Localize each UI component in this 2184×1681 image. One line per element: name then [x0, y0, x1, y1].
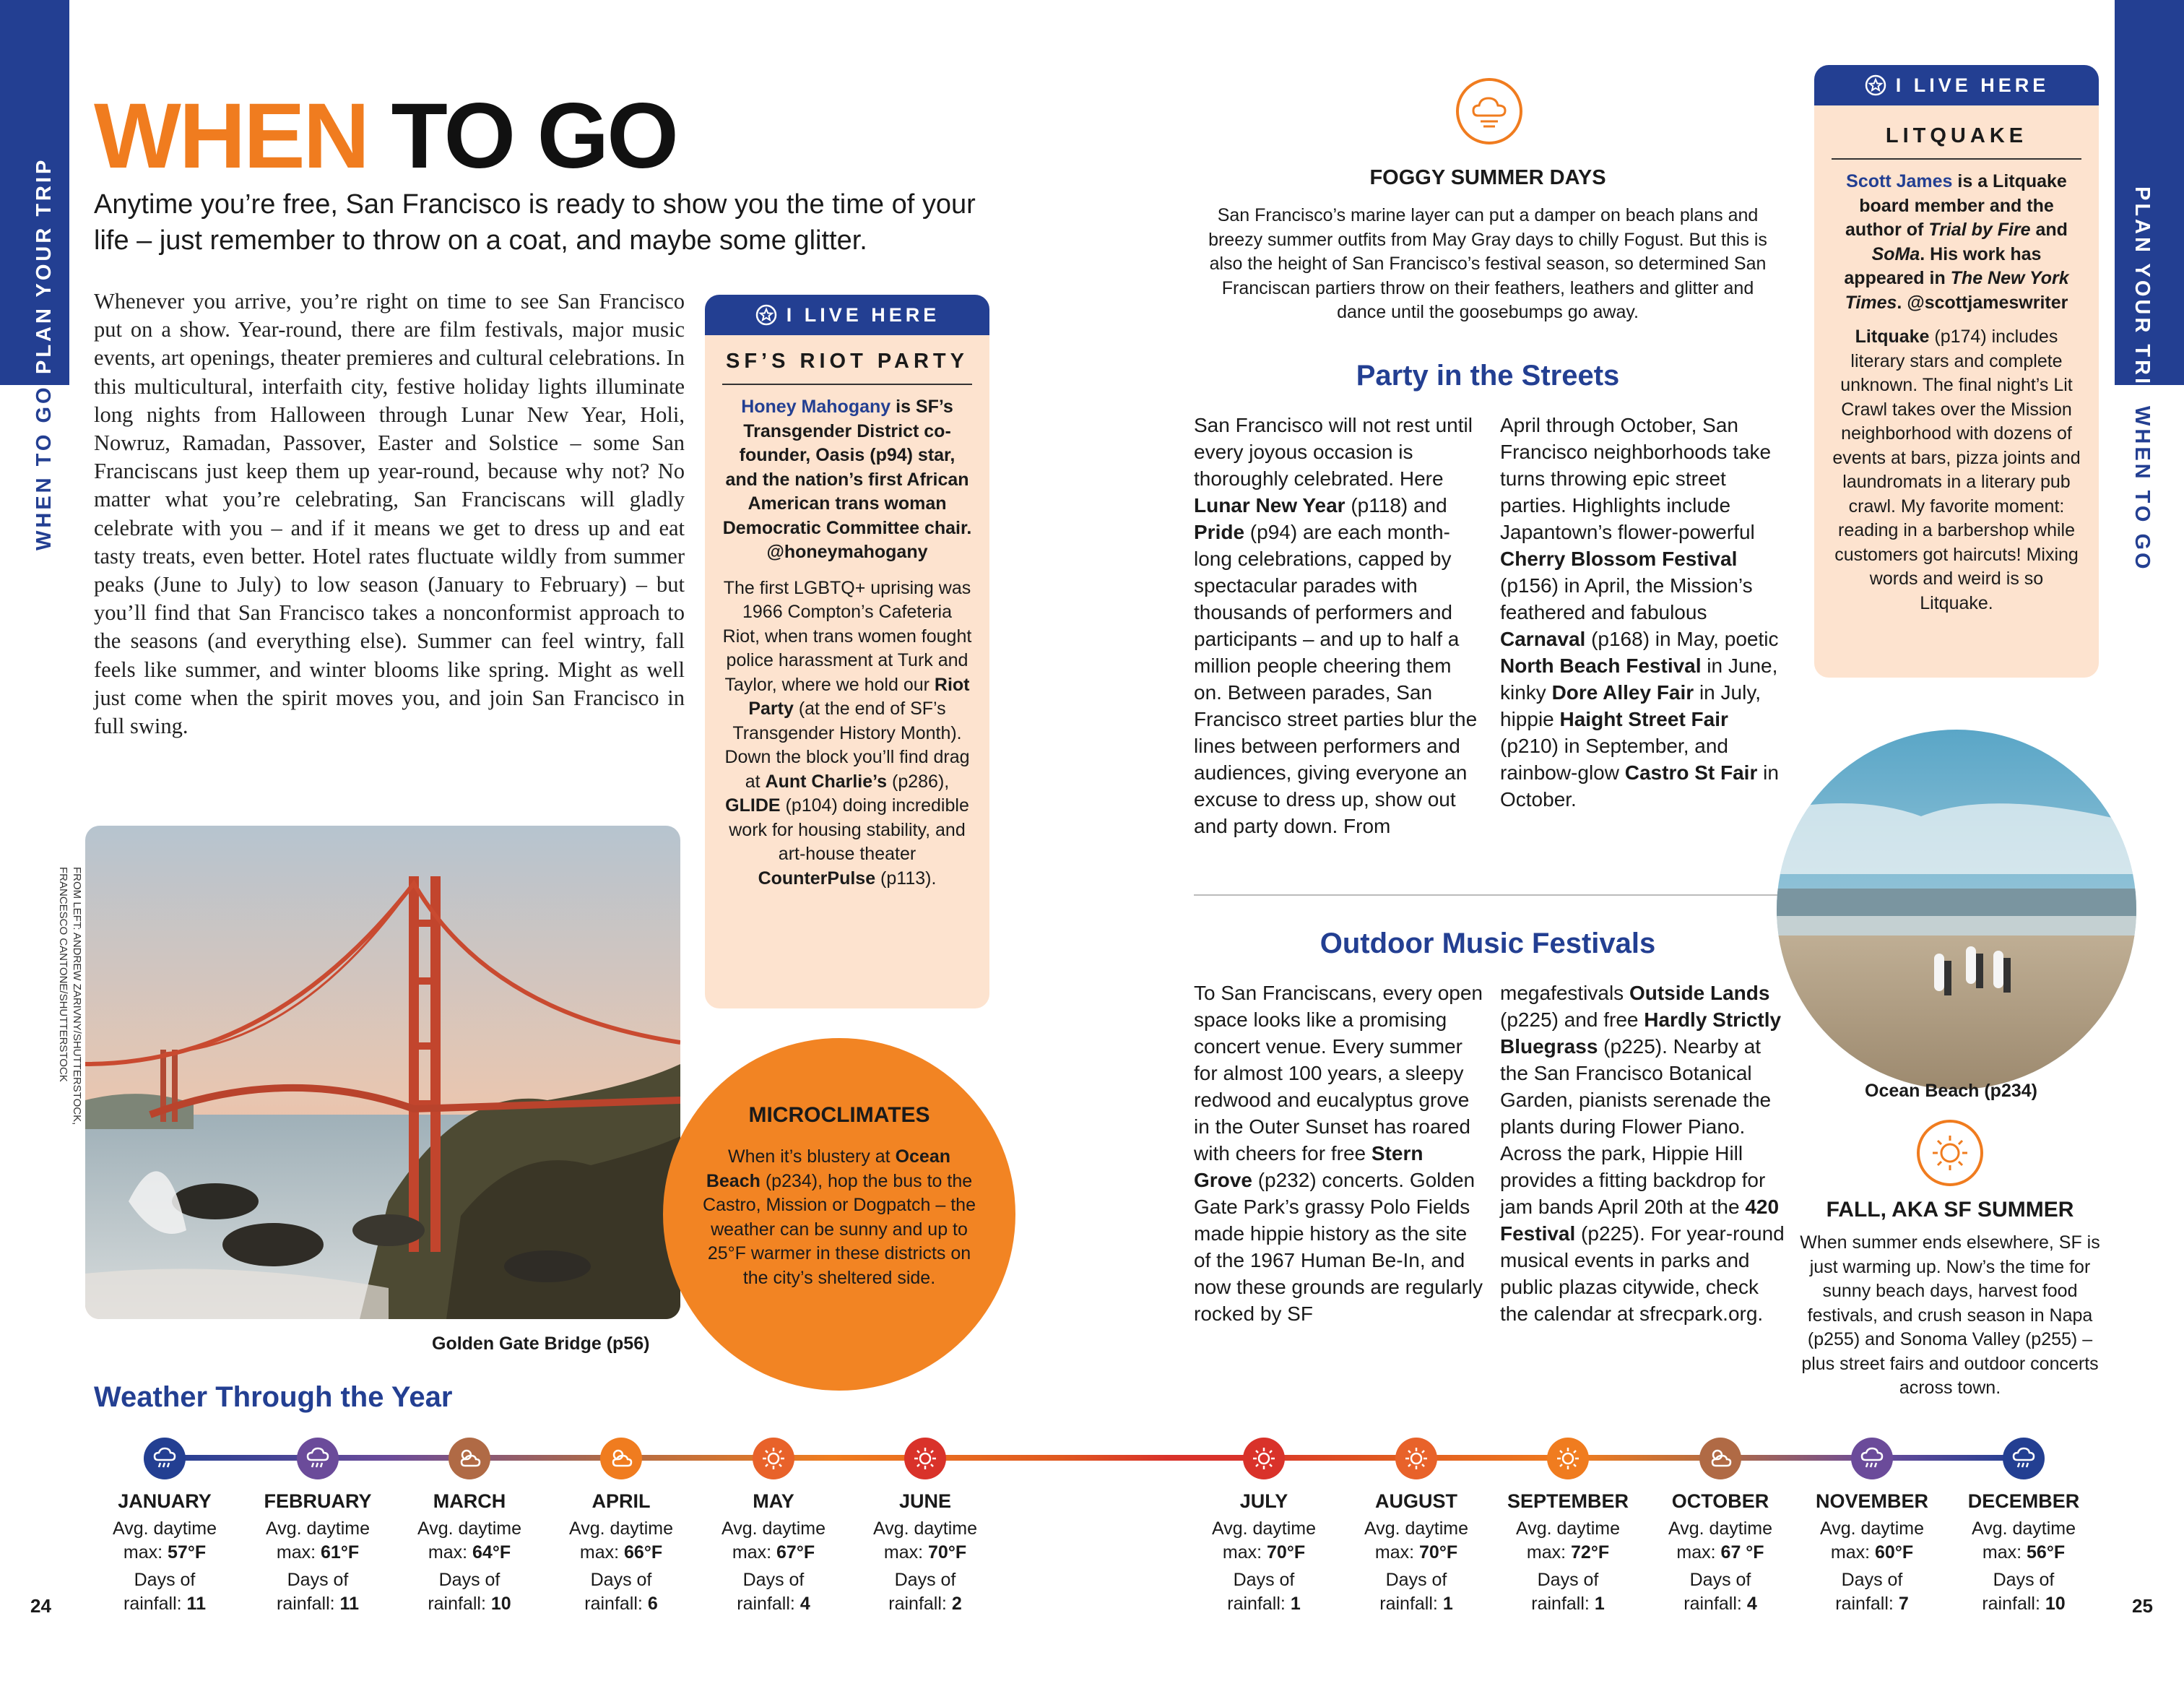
month-name: APRIL: [592, 1490, 651, 1512]
side-section-label-left: WHEN TO GO: [32, 384, 56, 550]
rainfall-days: rainfall: 10: [428, 1594, 511, 1614]
rainfall-days: rainfall: 1: [1227, 1594, 1301, 1614]
foggy-summer-text: San Francisco’s marine layer can put a damper on beach plans and breezy summer outfits from May Gray days to chilly Fogust. But this is also the height of San Francisco’s festival season, so determined San Franciscan partiers throw on their feathers, leathers and glitter and dance until the goosebumps go away.: [1208, 205, 1767, 322]
text-run: (p232) concerts. Golden Gate Park’s grassy Polo Fields made hippie history as the site of the 1967 Human Be-In, and now these grounds are regularly rocked by SF: [1194, 1169, 1483, 1325]
page-title: [94, 85, 677, 188]
ocean-beach-name: Ocean Beach: [706, 1146, 951, 1191]
avg-label: Avg. daytime: [1668, 1518, 1773, 1539]
max-temp: max: 60°F: [1830, 1542, 1914, 1563]
bold-name: Outside Lands: [1629, 982, 1770, 1004]
counterpulse-name: CounterPulse: [758, 868, 876, 889]
scott-james-name: Scott James: [1846, 171, 1953, 191]
page-number-right: 25: [2132, 1595, 2153, 1617]
text-run: San Francisco will not rest until every joyous occasion is thoroughly celebrated. Here: [1194, 414, 1473, 490]
rainfall-days: rainfall: 7: [1835, 1594, 1909, 1614]
month-name: OCTOBER: [1671, 1490, 1769, 1512]
max-temp: max: 66°F: [579, 1542, 663, 1563]
microclimates-circle: [663, 1038, 1015, 1391]
days-label: Days of: [1689, 1569, 1751, 1590]
month-name: JULY: [1239, 1490, 1288, 1512]
partly-cloudy-icon: [1699, 1438, 1741, 1479]
litquake-box: [1814, 65, 2099, 678]
party-column-2: [1500, 412, 1789, 813]
max-temp: max: 57°F: [123, 1542, 207, 1563]
month-name: NOVEMBER: [1815, 1490, 1928, 1512]
photo-credit-line-1: FROM LEFT: ANDREW ZARIVNY/SHUTTERSTOCK,: [71, 867, 83, 1125]
rain-icon: [144, 1438, 186, 1479]
text-run: (p225). For year-round musical events in parks and public plazas citywide, check the calendar at sfrecpark.org.: [1500, 1222, 1785, 1325]
weather-month-may: [698, 1490, 849, 1617]
rainfall-days: rainfall: 4: [1684, 1594, 1757, 1614]
foggy-summer-title: FOGGY SUMMER DAYS: [1369, 166, 1606, 189]
micro-text-2: (p234), hop the bus to the Castro, Mission or Dogpatch – the weather can be sunny and up to 25°F warmer in these districts on the city’s sheltered side.: [703, 1170, 976, 1288]
avg-label: Avg. daytime: [1364, 1518, 1469, 1539]
avg-label: Avg. daytime: [1971, 1518, 2076, 1539]
weather-month-january: [89, 1490, 240, 1617]
litquake-bio-4: . @scottjameswriter: [1897, 292, 2068, 313]
rainfall-days: rainfall: 1: [1379, 1594, 1453, 1614]
text-run: megafestivals: [1500, 982, 1629, 1004]
riot-party-title: SF’S RIOT PARTY: [726, 350, 968, 373]
bold-name: 420 Festival: [1500, 1196, 1780, 1245]
body-text: Whenever you arrive, you’re right on time to see San Francisco put on a show. Year-round, there are film festivals, major music events, art openings, theater premieres and cultural celebrations. In this multicultural, interfaith city, festive holiday lights illuminate long nights from Halloween through Lunar New Year, Holi, Nowruz, Ramadan, Passover, Easter and Solstice – some San Franciscans just keep them up year-round, because why not? No matter what you’re celebrating, San Franciscans will gladly celebrate with you – and if it means we get to dress up and eat tasty treats, even better. Hotel rates fluctuate wildly from summer peaks (June to July) to low season (January to February) – but you’ll find that San Francisco takes a nonconformist approach to the seasons (and everything else). Summer can feel wintry, fall feels like summer, and winter blooms like spring. Might as well just come when the spirit moves you, and join San Francisco in full swing.: [94, 289, 685, 739]
golden-gate-caption: Golden Gate Bridge (p56): [432, 1334, 650, 1354]
partly-cloudy-icon: [600, 1438, 642, 1479]
avg-label: Avg. daytime: [568, 1518, 674, 1539]
title-when: WHEN: [94, 85, 368, 188]
days-label: Days of: [134, 1569, 196, 1590]
litquake-text: [1814, 315, 2099, 615]
weather-month-august: [1340, 1490, 1492, 1617]
ocean-beach-photo: [1777, 730, 2136, 1089]
bold-name: Stern Grove: [1194, 1142, 1424, 1191]
riot-party-text: [705, 565, 989, 891]
sun-icon: [753, 1438, 794, 1479]
bold-name: North Beach Festival: [1500, 654, 1702, 677]
days-label: Days of: [1841, 1569, 1903, 1590]
month-name: DECEMBER: [1967, 1490, 2080, 1512]
text-run: in October.: [1500, 761, 1779, 811]
month-name: JANUARY: [118, 1490, 212, 1512]
bold-name: Lunar New Year: [1194, 494, 1346, 517]
text-run: (p156) in April, the Mission’s feathered and fabulous: [1500, 574, 1753, 623]
micro-text-1: When it’s blustery at: [727, 1146, 896, 1167]
litquake-title: LITQUAKE: [1885, 124, 2028, 147]
microclimates-title: MICROCLIMATES: [748, 1103, 930, 1127]
avg-label: Avg. daytime: [721, 1518, 826, 1539]
weather-month-june: [849, 1490, 1001, 1617]
bold-name: Cherry Blossom Festival: [1500, 548, 1738, 570]
text-run: To San Franciscans, every open space looks like a promising concert venue. Every summer for almost 100 years, a sleepy redwood and eucalyptus grove in the Outer Sunset has roared with cheers for free: [1194, 982, 1483, 1164]
riot-text-5: (p113).: [875, 868, 937, 889]
side-plan-label-left: PLAN YOUR TRIP: [32, 157, 56, 374]
sun-icon: [1243, 1438, 1285, 1479]
honey-mahogany-bio: is SF’s Transgender District co-founder, Oasis (p94) star, and the nation’s first African American trans woman Democratic Committee chair. @honeymahogany: [722, 397, 972, 562]
rain-icon: [297, 1438, 339, 1479]
max-temp: max: 70°F: [1374, 1542, 1458, 1563]
section-divider: [1194, 894, 1779, 896]
sun-icon: [904, 1438, 946, 1479]
avg-label: Avg. daytime: [417, 1518, 522, 1539]
live-here-label: I LIVE HERE: [786, 303, 940, 326]
soma-title: SoMa: [1871, 243, 1920, 264]
days-label: Days of: [438, 1569, 500, 1590]
month-name: AUGUST: [1375, 1490, 1457, 1512]
litquake-text-1: (p174) includes literary stars and complete unknown. The final night’s Lit Crawl takes over the Mission neighborhood with dozens of events at bars, pizza joints and laundromats in a literary pub crawl. My favorite moment: reading in a barbershop while customers got haircuts! Mixing words and weird is so Litquake.: [1832, 327, 2081, 613]
bold-name: Carnaval: [1500, 628, 1586, 650]
text-run: (p118) and: [1345, 494, 1447, 517]
honey-mahogany-name: Honey Mahogany: [741, 397, 891, 417]
golden-gate-photo: [85, 826, 680, 1319]
side-section-label-right: WHEN TO GO: [2131, 406, 2154, 572]
photo-credit: [56, 867, 84, 1125]
text-run: (p94) are each month-long celebrations, capped by spectacular parades with thousands of performers and participants – and up to half a million people cheering them on. Between parades, San Francisco street parties blur the lines between performers and audiences, giving everyone an excuse to dress up, show out and party down. From: [1194, 521, 1478, 837]
fog-icon: [1456, 78, 1522, 144]
party-column-1: [1194, 412, 1483, 839]
badge-star-icon: [1864, 74, 1887, 97]
rainfall-days: rainfall: 11: [277, 1594, 359, 1614]
live-here-header: [705, 295, 989, 335]
page-number-left: 24: [30, 1595, 51, 1617]
live-here-header: [1814, 65, 2099, 105]
music-festivals-title: Outdoor Music Festivals: [1320, 928, 1656, 959]
max-temp: max: 72°F: [1526, 1542, 1610, 1563]
days-label: Days of: [742, 1569, 805, 1590]
litquake-bio-2: and: [2030, 220, 2068, 240]
riot-party-bio: [705, 385, 989, 565]
riot-text-1: The first LGBTQ+ uprising was 1966 Compton’s Cafeteria Riot, when trans women fought police harassment at Turk and Taylor, where we hold our: [722, 577, 972, 695]
weather-month-november: [1796, 1490, 1948, 1617]
weather-month-march: [394, 1490, 545, 1617]
riot-text-2: (at the end of SF’s Transgender History Month). Down the block you’ll find drag at: [724, 699, 970, 792]
title-to-go: TO GO: [391, 85, 677, 188]
days-label: Days of: [1385, 1569, 1447, 1590]
bold-name: Pride: [1194, 521, 1245, 543]
aunt-charlies-name: Aunt Charlie’s: [765, 771, 888, 792]
max-temp: max: 56°F: [1982, 1542, 2066, 1563]
riot-text-4: (p104) doing incredible work for housing stability, and art-house theater: [729, 795, 969, 864]
days-label: Days of: [1993, 1569, 2055, 1590]
sun-icon: [1395, 1438, 1437, 1479]
music-column-1: [1194, 980, 1483, 1327]
max-temp: max: 70°F: [883, 1542, 967, 1563]
bold-name: Dore Alley Fair: [1551, 681, 1694, 704]
litquake-bio-3: . His work has appeared in: [1844, 243, 2042, 288]
weather-month-october: [1644, 1490, 1796, 1617]
days-label: Days of: [287, 1569, 349, 1590]
avg-label: Avg. daytime: [1515, 1518, 1621, 1539]
month-name: FEBRUARY: [264, 1490, 372, 1512]
avg-label: Avg. daytime: [1819, 1518, 1925, 1539]
partly-cloudy-icon: [448, 1438, 490, 1479]
max-temp: max: 61°F: [276, 1542, 360, 1563]
litquake-bio-1: is a Litquake board member and the author of: [1845, 171, 2067, 240]
month-name: MARCH: [433, 1490, 506, 1512]
avg-label: Avg. daytime: [265, 1518, 370, 1539]
days-label: Days of: [1233, 1569, 1295, 1590]
days-label: Days of: [1537, 1569, 1599, 1590]
fall-title: FALL, AKA SF SUMMER: [1826, 1198, 2074, 1222]
rainfall-days: rainfall: 4: [737, 1594, 810, 1614]
rain-icon: [1851, 1438, 1893, 1479]
ocean-beach-caption: Ocean Beach (p234): [1865, 1081, 2037, 1101]
text-run: (p168) in May, poetic: [1585, 628, 1779, 650]
max-temp: max: 67 °F: [1676, 1542, 1764, 1563]
side-plan-label-right: PLAN YOUR TRIP: [2131, 186, 2154, 404]
weather-month-september: [1492, 1490, 1644, 1617]
rainfall-days: rainfall: 6: [584, 1594, 658, 1614]
intro-text: Anytime you’re free, San Francisco is ready to show you the time of your life – just remember to throw on a coat, and maybe some glitter.: [94, 189, 976, 256]
text-run: (p210) in September, and rainbow-glow: [1500, 735, 1728, 784]
riot-text-3: (p286),: [887, 771, 950, 792]
bold-name: Hardly Strictly Bluegrass: [1500, 1008, 1782, 1058]
text-run: (p225). Nearby at the San Francisco Botanical Garden, pianists serenade the plants during Flower Piano. Across the park, Hippie Hill provides a fitting backdrop for jam bands April 20th at the: [1500, 1035, 1772, 1218]
days-label: Days of: [894, 1569, 956, 1590]
fall-text: When summer ends elsewhere, SF is just warming up. Now’s the time for sunny beach days, harvest food festivals, and crush season in Napa (p255) and Sonoma Valley (p255) – plus street fairs and outdoor concerts across town.: [1800, 1232, 2100, 1398]
sun-icon: [1917, 1120, 1983, 1186]
riot-party-box: [705, 295, 989, 1008]
text-run: in June, kinky: [1500, 654, 1778, 704]
nyt-title: The New York Times: [1845, 268, 2069, 313]
music-column-2: [1500, 980, 1789, 1327]
avg-label: Avg. daytime: [872, 1518, 978, 1539]
rain-icon: [2003, 1438, 2045, 1479]
sun-icon: [1547, 1438, 1589, 1479]
rainfall-days: rainfall: 2: [888, 1594, 962, 1614]
max-temp: max: 70°F: [1222, 1542, 1306, 1563]
litquake-name: Litquake: [1855, 327, 1930, 347]
weather-timeline: [165, 1455, 2021, 1461]
weather-month-july: [1188, 1490, 1340, 1617]
litquake-bio: [1814, 160, 2099, 315]
weather-title: Weather Through the Year: [94, 1381, 453, 1413]
riot-party-name: Riot Party: [748, 674, 970, 719]
trial-by-fire-title: Trial by Fire: [1928, 220, 2031, 240]
glide-name: GLIDE: [725, 795, 781, 816]
max-temp: max: 67°F: [732, 1542, 815, 1563]
microclimates-text: [699, 1145, 979, 1290]
rainfall-days: rainfall: 1: [1531, 1594, 1605, 1614]
weather-month-february: [242, 1490, 394, 1617]
month-name: MAY: [753, 1490, 794, 1512]
days-label: Days of: [590, 1569, 652, 1590]
weather-month-december: [1948, 1490, 2100, 1617]
avg-label: Avg. daytime: [112, 1518, 217, 1539]
rainfall-days: rainfall: 11: [124, 1594, 206, 1614]
badge-star-icon: [755, 303, 778, 327]
text-run: (p225) and free: [1500, 1008, 1644, 1031]
avg-label: Avg. daytime: [1211, 1518, 1317, 1539]
party-streets-title: Party in the Streets: [1356, 360, 1620, 392]
bold-name: Castro St Fair: [1624, 761, 1758, 784]
weather-month-april: [545, 1490, 697, 1617]
rainfall-days: rainfall: 10: [1982, 1594, 2066, 1614]
photo-credit-line-2: FRANCESCO CANTONE/SHUTTERSTOCK: [57, 867, 69, 1082]
live-here-label: I LIVE HERE: [1895, 74, 2050, 96]
text-run: April through October, San Francisco neighborhoods take turns throwing epic street parties. Highlights include Japantown’s flower-powerful: [1500, 414, 1772, 543]
bold-name: Haight Street Fair: [1559, 708, 1728, 730]
month-name: JUNE: [898, 1490, 952, 1512]
month-name: SEPTEMBER: [1507, 1490, 1629, 1512]
max-temp: max: 64°F: [428, 1542, 511, 1563]
text-run: in July, hippie: [1500, 681, 1762, 730]
